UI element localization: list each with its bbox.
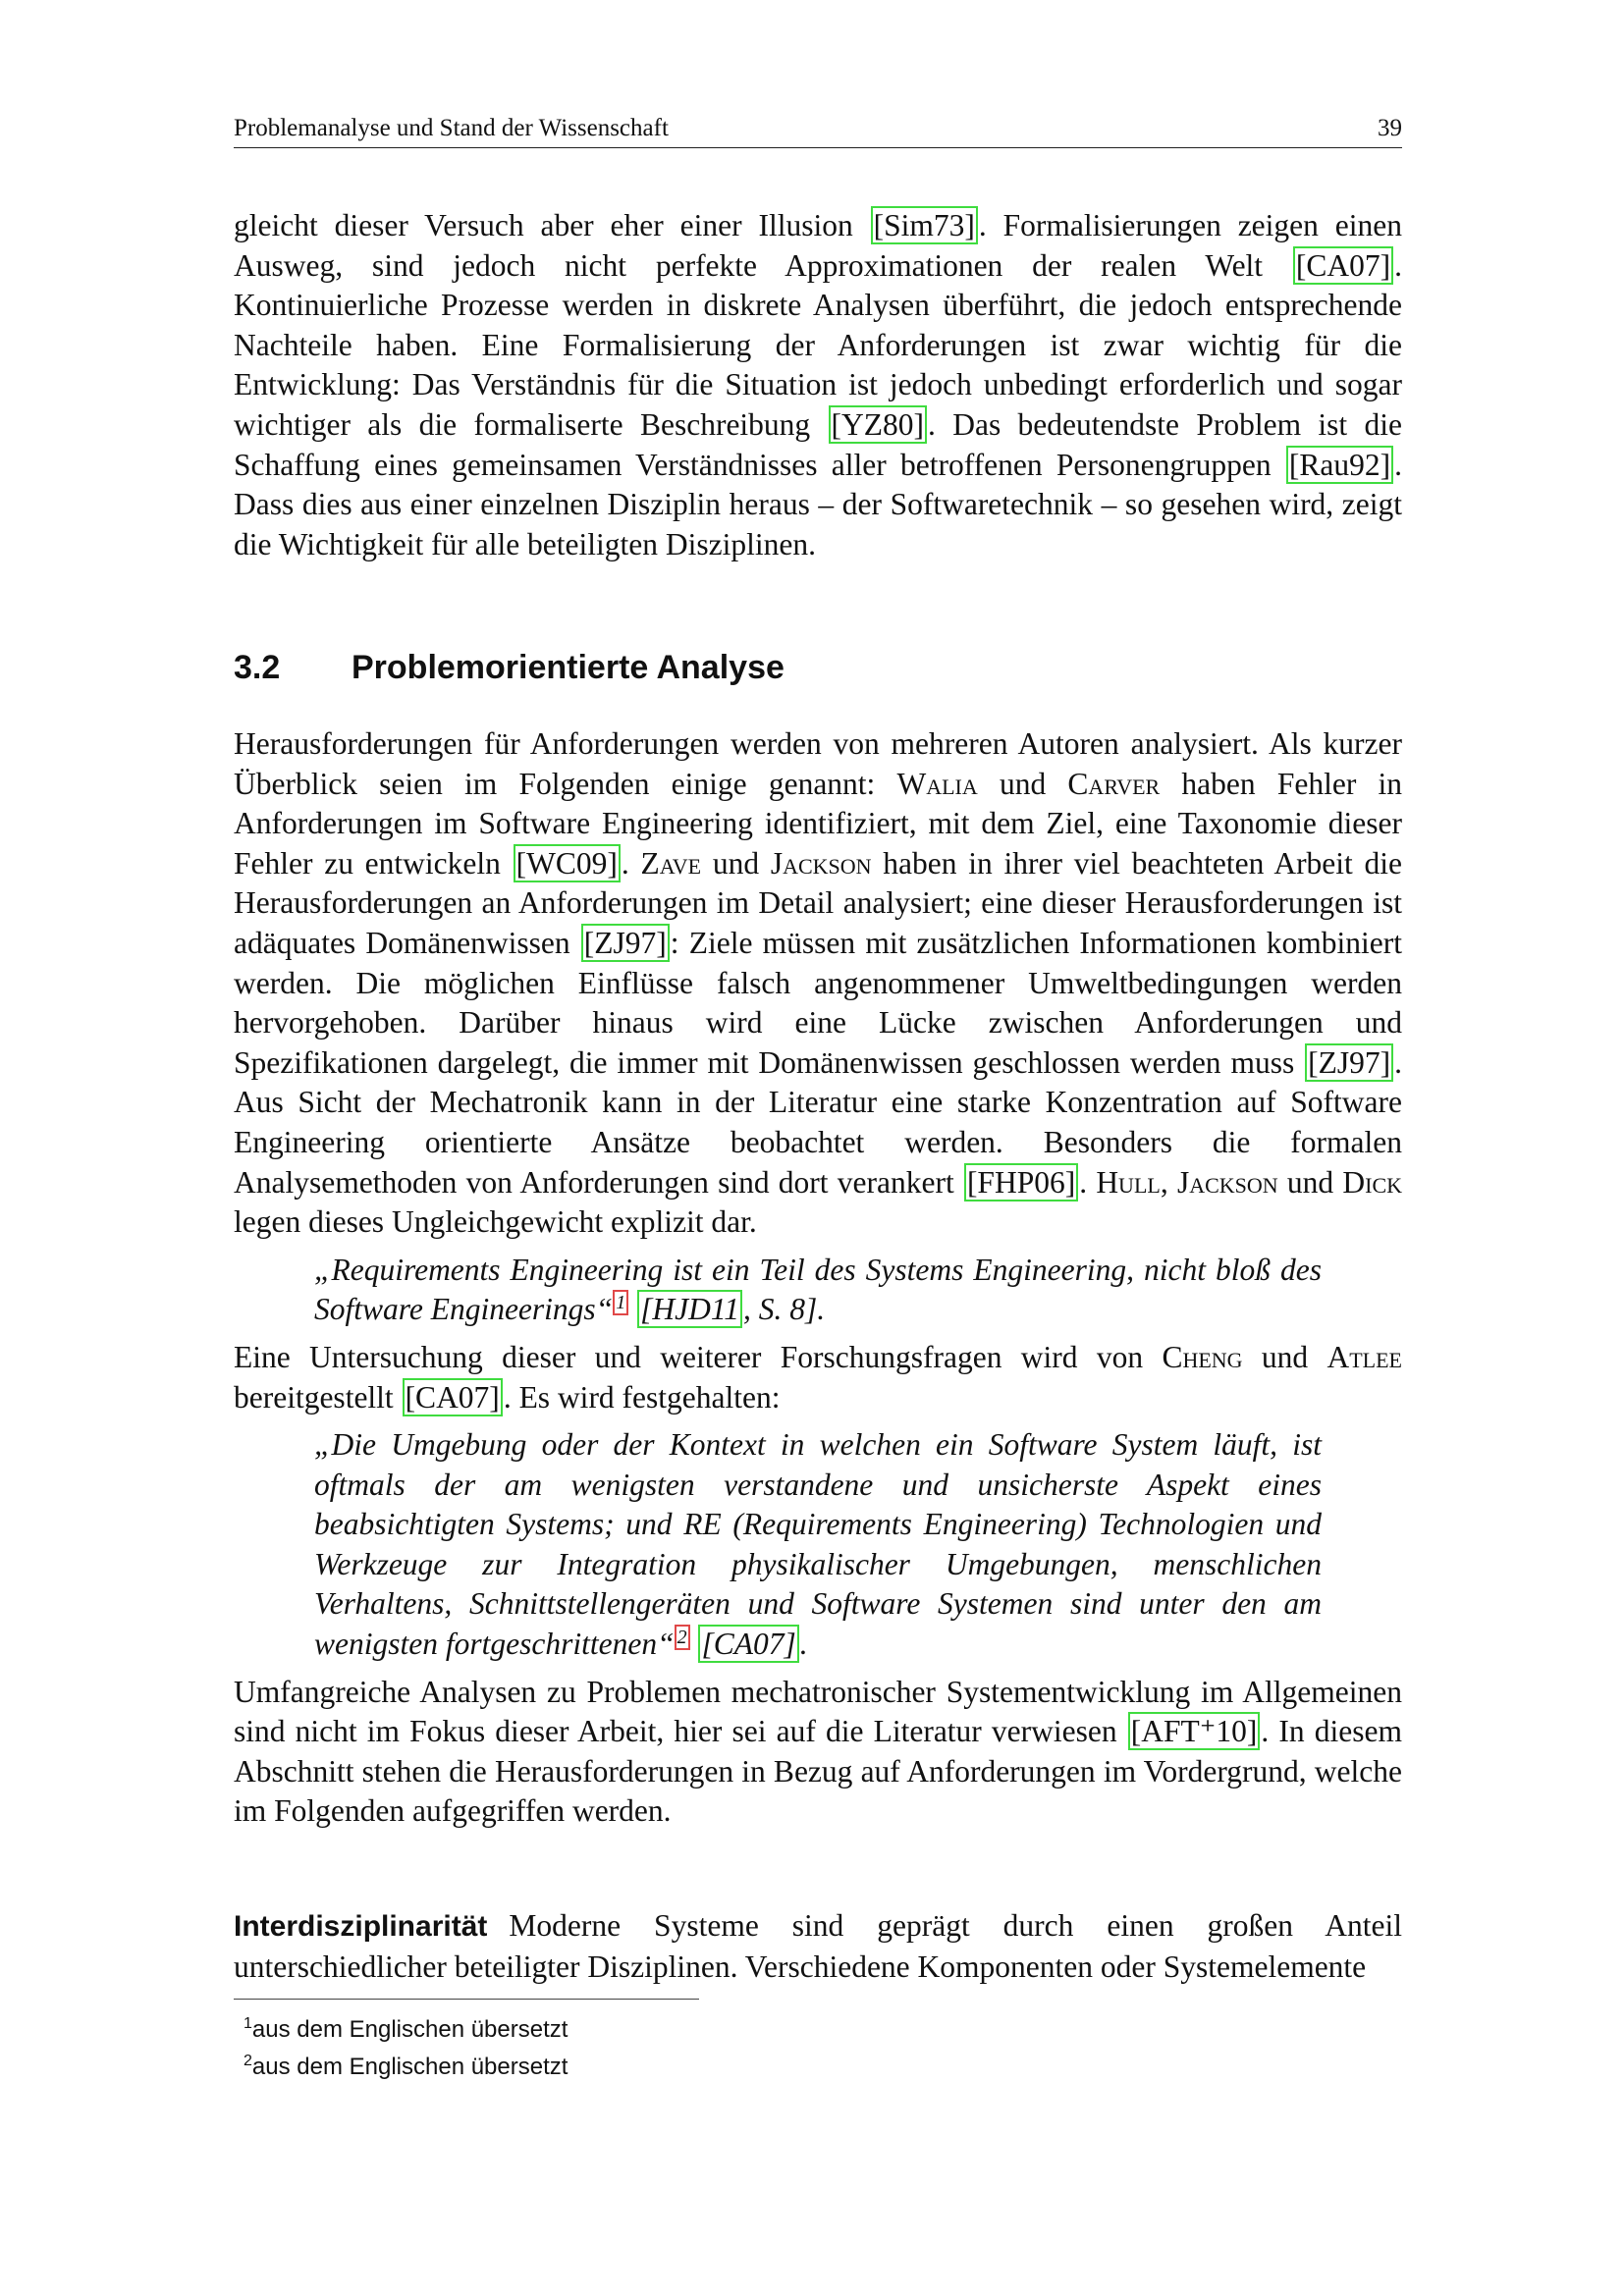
paragraph-5 [234, 1906, 1402, 1987]
text: bereitgestellt [234, 1379, 402, 1415]
text: und [701, 845, 771, 881]
section-number: 3.2 [234, 649, 281, 686]
text: . [1079, 1164, 1097, 1200]
section-title: Problemorientierte Analyse [352, 649, 785, 686]
footnotes [244, 2008, 568, 2083]
block-quote-2 [314, 1425, 1322, 1665]
text: : Ziele müssen mit zusätzlichen Informationen kombiniert werden. Die möglichen Einflüsse falsch angenommener Umweltbedingungen werden hervorgehoben. Darüber hinaus wird eine Lücke zwischen Anforderungen und Spezifikationen dargelegt, die immer mit Domänenwissen geschlossen werden muss [234, 925, 1402, 1080]
text: , [1160, 1164, 1177, 1200]
paragraph-1 [234, 206, 1402, 564]
author-name: Jackson [1176, 1164, 1278, 1200]
text: Herausforderungen für Anforderungen werden von mehreren Autoren analysiert. Als kurzer Überblick seien im Folgenden einige genannt: [234, 726, 1402, 801]
paragraph-2 [234, 724, 1402, 1243]
section-body [234, 724, 1402, 1832]
footnote-number: 1 [244, 2015, 252, 2032]
text: Umfangreiche Analysen zu Problemen mechatronischer Systementwicklung im Allgemeinen sind nicht im Fokus dieser Arbeit, hier sei auf die Literatur verwiesen [234, 1674, 1402, 1749]
citation-link[interactable]: [ZJ97] [581, 924, 670, 962]
quote-text: „Requirements Engineering ist ein Teil des Systems Engineering, nicht bloß des Software Engineerings“ [314, 1252, 1322, 1327]
text: gleicht dieser Versuch aber eher einer Illusion [234, 208, 870, 242]
footnote [244, 2046, 568, 2083]
text: , S. 8]. [742, 1292, 826, 1327]
text [690, 1627, 698, 1661]
author-name: Hull [1096, 1164, 1161, 1200]
footnote-number: 2 [244, 2053, 252, 2069]
author-name: Atlee [1326, 1339, 1402, 1374]
paragraph-intro [234, 206, 1402, 564]
running-header [234, 110, 1402, 148]
footnote [244, 2008, 568, 2046]
block-quote-1 [314, 1251, 1322, 1330]
text [628, 1292, 636, 1326]
quote-text: „Die Umgebung oder der Kontext in welchen ein Software System läuft, ist oftmals der am wenigsten verstandene und unsicherste Aspekt eines beabsichtigten Systems; und RE (Requirements Engineering) Technologien und Werkzeuge zur Integration physikalischer Umgebungen, menschlichen Verhaltens, Schnittstellengeräten und Software Systemen sind unter den am wenigsten fortgeschrittenen“ [314, 1427, 1322, 1662]
citation-link[interactable]: [CA07] [1293, 246, 1393, 285]
author-name: Zave [640, 845, 702, 881]
text: . Dass dies aus einer einzelnen Disziplin heraus – der Softwaretechnik – so gesehen wird, zeigt die Wichtigkeit für alle beteiligten Disziplinen. [234, 447, 1402, 561]
author-name: Carver [1067, 766, 1161, 801]
text: . In diesem Abschnitt stehen die Herausforderungen in Bezug auf Anforderungen im Vordergrund, welche im Folgenden aufgegriffen werden. [234, 1714, 1402, 1829]
citation-link[interactable]: [CA07] [403, 1378, 503, 1416]
citation-link[interactable]: [Sim73] [871, 206, 978, 244]
text: . Aus Sicht der Mechatronik kann in der Literatur eine starke Konzentration auf Software Engineering orientierte Ansätze beobachtet werden. Besonders die formalen Analysemethoden von Anforderungen sind dort verankert [234, 1044, 1402, 1200]
author-name: Dick [1342, 1164, 1403, 1200]
text: haben in ihrer viel beachteten Arbeit die Herausforderungen an Anforderungen im Detail analysiert; eine dieser Herausforderungen ist adäquates Domänenwissen [234, 845, 1403, 960]
running-header-title: Problemanalyse und Stand der Wissenschaft [234, 115, 669, 141]
text: . [621, 845, 641, 881]
citation-link[interactable]: [FHP06] [964, 1163, 1078, 1201]
author-name: Jackson [770, 845, 872, 881]
page-number: 39 [1378, 115, 1402, 141]
text: . Das bedeutendste Problem ist die Schaffung eines gemeinsamen Verständnisses aller betroffenen Personengruppen [234, 406, 1402, 482]
text: . Es wird festgehalten: [503, 1379, 781, 1415]
text: . Formalisierungen zeigen einen Ausweg, sind jedoch nicht perfekte Approximationen der realen Welt [234, 208, 1402, 283]
footnote-text: aus dem Englischen übersetzt [251, 2054, 568, 2080]
author-name: Walia [896, 766, 978, 801]
text: und [977, 766, 1068, 801]
text: haben Fehler in Anforderungen im Software Engineering identifiziert, mit dem Ziel, eine Taxonomie dieser Fehler zu entwickeln [234, 766, 1402, 881]
footnote-ref[interactable]: 1 [613, 1290, 628, 1315]
footnote-text: aus dem Englischen übersetzt [251, 2016, 568, 2043]
citation-link[interactable]: [YZ80] [829, 405, 927, 444]
footnote-rule [234, 1999, 699, 2000]
text: und [1242, 1339, 1327, 1374]
footnote-ref[interactable]: 2 [675, 1625, 690, 1650]
citation-link[interactable]: [HJD11 [637, 1290, 742, 1328]
citation-link[interactable]: [ZJ97] [1305, 1043, 1393, 1082]
citation-link[interactable]: [AFT⁺10] [1128, 1712, 1261, 1750]
paragraph-interdisziplinaritaet [234, 1906, 1402, 1987]
citation-link[interactable]: [Rau92] [1286, 446, 1393, 484]
text: Moderne Systeme sind geprägt durch einen großen Anteil unterschiedlicher beteiligter Disziplinen. Verschiedene Komponenten oder Systemelemente [234, 1908, 1402, 1984]
citation-link[interactable]: [CA07] [698, 1625, 798, 1663]
text: . Kontinuierliche Prozesse werden in diskrete Analysen überführt, die jedoch entsprechende Nachteile haben. Eine Formalisierung der Anforderungen ist zwar wichtig für die Entwicklung: Das Verständnis für die Situation ist jedoch unbedingt erforderlich und sogar wichtiger als die formaliserte Beschreibung [234, 247, 1402, 442]
paragraph-4 [234, 1673, 1402, 1832]
paragraph-3 [234, 1338, 1402, 1417]
text: und [1277, 1164, 1343, 1200]
text: . [799, 1627, 808, 1662]
text: Eine Untersuchung dieser und weiterer Forschungsfragen wird von [234, 1339, 1163, 1374]
author-name: Cheng [1162, 1339, 1243, 1374]
citation-link[interactable]: [WC09] [514, 844, 621, 882]
paragraph-heading: Interdisziplinarität [234, 1910, 488, 1943]
section-heading [234, 643, 785, 692]
text: legen dieses Ungleichgewicht explizit dar. [234, 1204, 757, 1240]
